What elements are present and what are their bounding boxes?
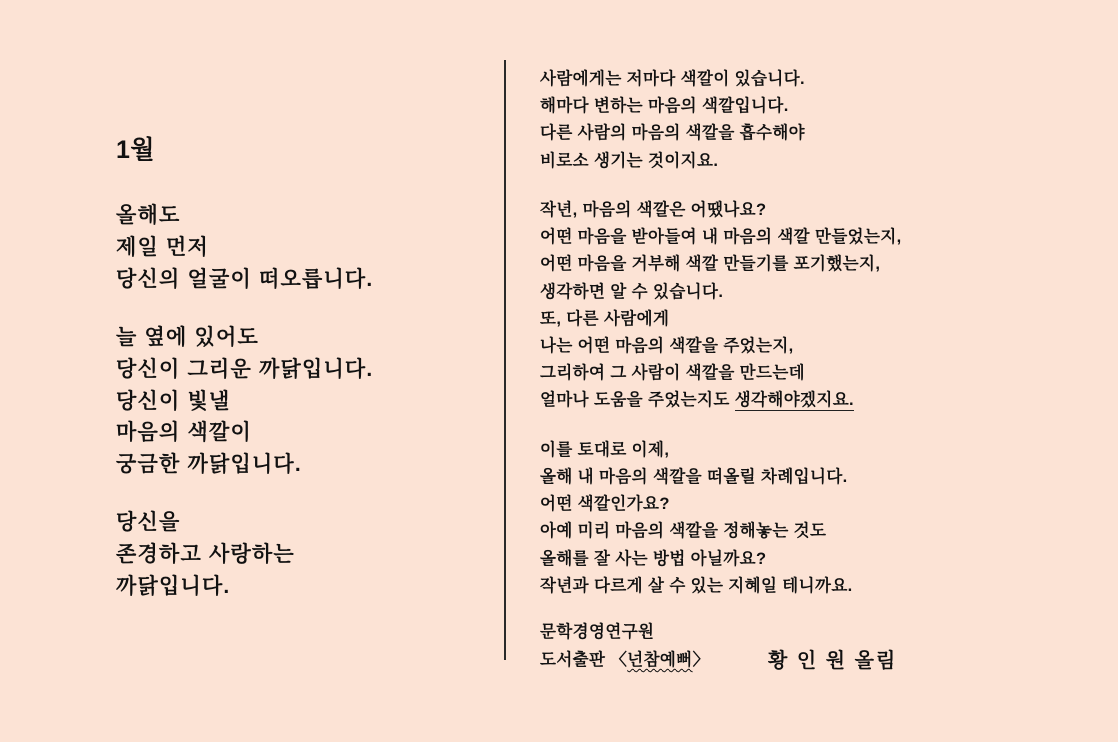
essay-line: 또, 다른 사람에게 <box>540 309 670 328</box>
essay-line: 그리하여 그 사람이 색깔을 만드는데 <box>540 364 806 383</box>
left-stanza-3 <box>116 507 476 603</box>
essay-line: 아예 미리 마음의 색깔을 정해놓는 것도 <box>540 522 827 541</box>
essay-line: 작년, 마음의 색깔은 어땠나요? <box>540 200 767 219</box>
poem-line: 존경하고 사랑하는 <box>116 543 295 567</box>
poem-line: 당신이 빛낼 <box>116 389 231 413</box>
essay-line: 올해를 잘 사는 방법 아닐까요? <box>540 549 767 568</box>
poem-line: 올해도 <box>116 204 181 227</box>
right-stanza-2 <box>540 197 1080 415</box>
publisher-institute: 문학경영연구원 <box>540 623 655 641</box>
poem-line: 당신이 그리운 까닭입니다. <box>116 357 374 381</box>
left-column <box>116 130 476 629</box>
essay-line: 어떤 마음을 거부해 색깔 만들기를 포기했는지, <box>540 255 881 274</box>
page-title: 1월 <box>116 136 156 164</box>
signature-block <box>540 618 1080 688</box>
essay-line: 사람에게는 저마다 색깔이 있습니다. <box>540 70 806 88</box>
poem-line: 마음의 색깔이 <box>116 421 252 445</box>
right-stanza-1 <box>540 66 1080 175</box>
author-signature: 황 인 원 올림 <box>768 650 898 672</box>
essay-line: 나는 어떤 마음의 색깔을 주었는지, <box>540 336 794 355</box>
left-stanza-2 <box>116 322 476 482</box>
essay-line-underlined <box>540 387 1080 414</box>
essay-line: 비로소 생기는 것이지요. <box>540 151 719 170</box>
right-stanza-3 <box>540 437 1080 600</box>
poem-line: 당신을 <box>116 511 181 535</box>
essay-line: 생각하면 알 수 있습니다. <box>540 282 724 301</box>
column-divider <box>504 60 506 660</box>
essay-line: 이를 토대로 이제, <box>540 440 670 459</box>
imprint-title: 넌참예뻐 <box>627 651 693 670</box>
right-column <box>540 66 1080 622</box>
poem-line: 까닭입니다. <box>116 575 231 599</box>
essay-line: 작년과 다르게 살 수 있는 지혜일 테니까요. <box>540 576 853 595</box>
imprint-prefix: 도서출판 〈 <box>540 651 628 670</box>
essay-line: 다른 사람의 마음의 색깔을 흡수해야 <box>540 124 806 143</box>
essay-line-underlined-text: 얼마나 도움을 주었는지도 생각해야겠지요. <box>540 391 855 410</box>
poem-line: 늘 옆에 있어도 <box>116 325 259 349</box>
poem-line: 제일 먼저 <box>116 235 209 259</box>
poem-line: 궁금한 까닭입니다. <box>116 453 302 477</box>
left-stanza-1 <box>116 200 476 296</box>
essay-line: 해마다 변하는 마음의 색깔입니다. <box>540 97 789 116</box>
poem-line: 당신의 얼굴이 떠오릅니다. <box>116 267 374 291</box>
essay-line: 어떤 색깔인가요? <box>540 495 670 514</box>
essay-line: 올해 내 마음의 색깔을 떠올릴 차례입니다. <box>540 467 848 486</box>
imprint-suffix: 〉 <box>692 651 710 670</box>
essay-line: 어떤 마음을 받아들여 내 마음의 색깔 만들었는지, <box>540 228 902 247</box>
